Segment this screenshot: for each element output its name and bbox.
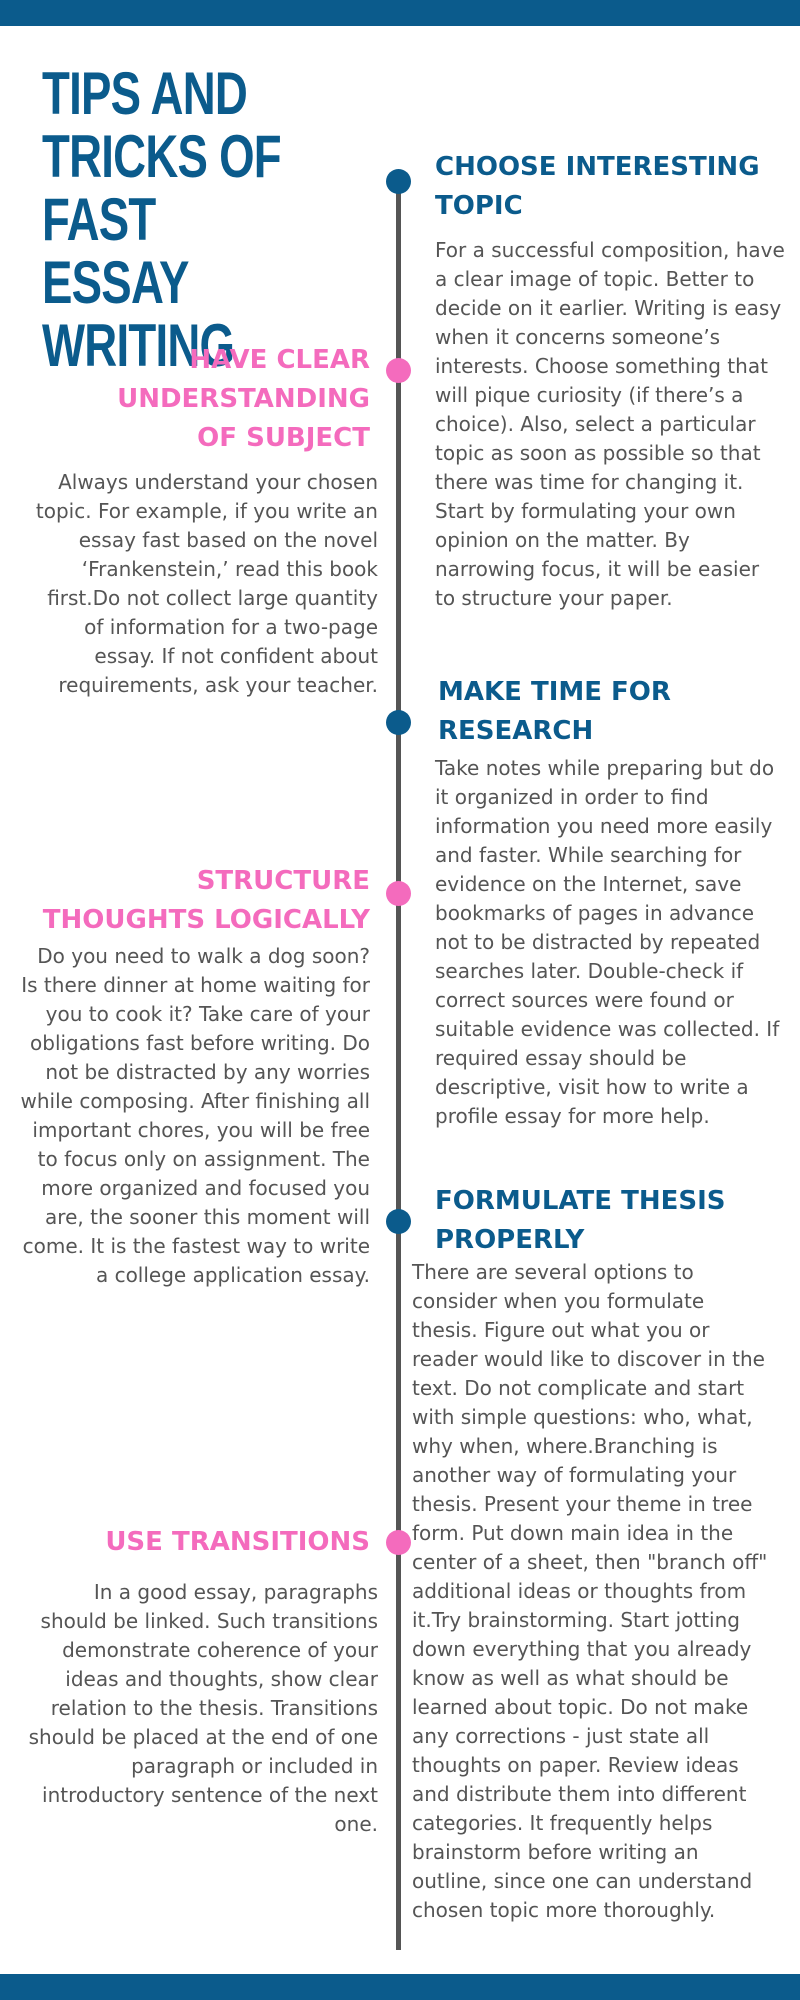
timeline-dot-choose-topic bbox=[386, 169, 411, 194]
timeline-dot-structure bbox=[386, 881, 411, 906]
structure-heading: STRUCTURE THOUGHTS LOGICALLY bbox=[42, 866, 370, 935]
transitions-heading: USE TRANSITIONS bbox=[105, 1527, 370, 1557]
structure-text: Do you need to walk a dog soon? Is there dinner at home waiting for you to cook it? Take care of your obligations fast before writing. Do not be distracted by any worries while composing. After finishing all important chores, you will be free to focus only on assignment. The more organized and focused you are, the sooner this moment will come. It is the fastest way to write a college application essay. bbox=[20, 944, 370, 1287]
understanding-text: Always understand your chosen topic. For example, if you write an essay fast based on the novel ‘Frankenstein,’ read this book first.Do not collect large quantity of information for a two-page essay. If not confident about requirements, ask your teacher. bbox=[35, 470, 378, 697]
transitions-text: In a good essay, paragraphs should be linked. Such transitions demonstrate coherence of your ideas and thoughts, show clear relation to the thesis. Transitions should be placed at the end of one paragraph or included in introductory sentence of the next one. bbox=[28, 1580, 378, 1836]
research-heading: MAKE TIME FOR RESEARCH bbox=[438, 677, 671, 746]
thesis-text: There are several options to consider when you formulate thesis. Figure out what you or reader would like to discover in the text. Do not complicate and start with simple questions: who, what, why when, where.Branching is another way of formulating your thesis. Present your theme in tree form. Put down main idea in the center of a sheet, then "branch off" additional ideas or thoughts from it.Try brainstorming. Start jotting down everything that you already know as well as what should be learned about topic. Do not make any corrections - just state all thoughts on paper. Review ideas and distribute them into different categories. It frequently helps brainstorm before writing an outline, since one can understand chosen topic more thoroughly. bbox=[412, 1260, 768, 1922]
bottom-band bbox=[0, 1974, 800, 2000]
timeline-dot-research bbox=[386, 710, 411, 735]
timeline-dot-understanding bbox=[386, 358, 411, 383]
timeline-dot-thesis bbox=[386, 1209, 411, 1234]
choose-topic-text: For a successful composition, have a clear image of topic. Better to decide on it earlier. Writing is easy when it concerns someone’s interests. Choose something that will pique curiosity (if there’s a choice). Also, select a particular topic as soon as possible so that there was time for changing it. Start by formulating your own opinion on the matter. By narrowing focus, it will be easier to structure your paper. bbox=[435, 238, 785, 610]
page-title: TIPS AND TRICKS OF FAST ESSAY WRITING bbox=[42, 60, 281, 379]
research-text: Take notes while preparing but do it organized in order to find information you need more easily and faster. While searching for evidence on the Internet, save bookmarks of pages in advance not to be distracted by repeated searches later. Double-check if correct sources were found or suitable evidence was collected. If required essay should be descriptive, visit how to write a profile essay for more help. bbox=[435, 756, 780, 1128]
top-band bbox=[0, 0, 800, 26]
timeline-line bbox=[396, 172, 401, 1950]
understanding-heading: HAVE CLEAR UNDERSTANDING OF SUBJECT bbox=[117, 345, 370, 453]
choose-topic-heading: CHOOSE INTERESTING TOPIC bbox=[435, 152, 760, 221]
thesis-heading: FORMULATE THESIS PROPERLY bbox=[435, 1186, 726, 1255]
timeline-dot-transitions bbox=[386, 1530, 411, 1555]
